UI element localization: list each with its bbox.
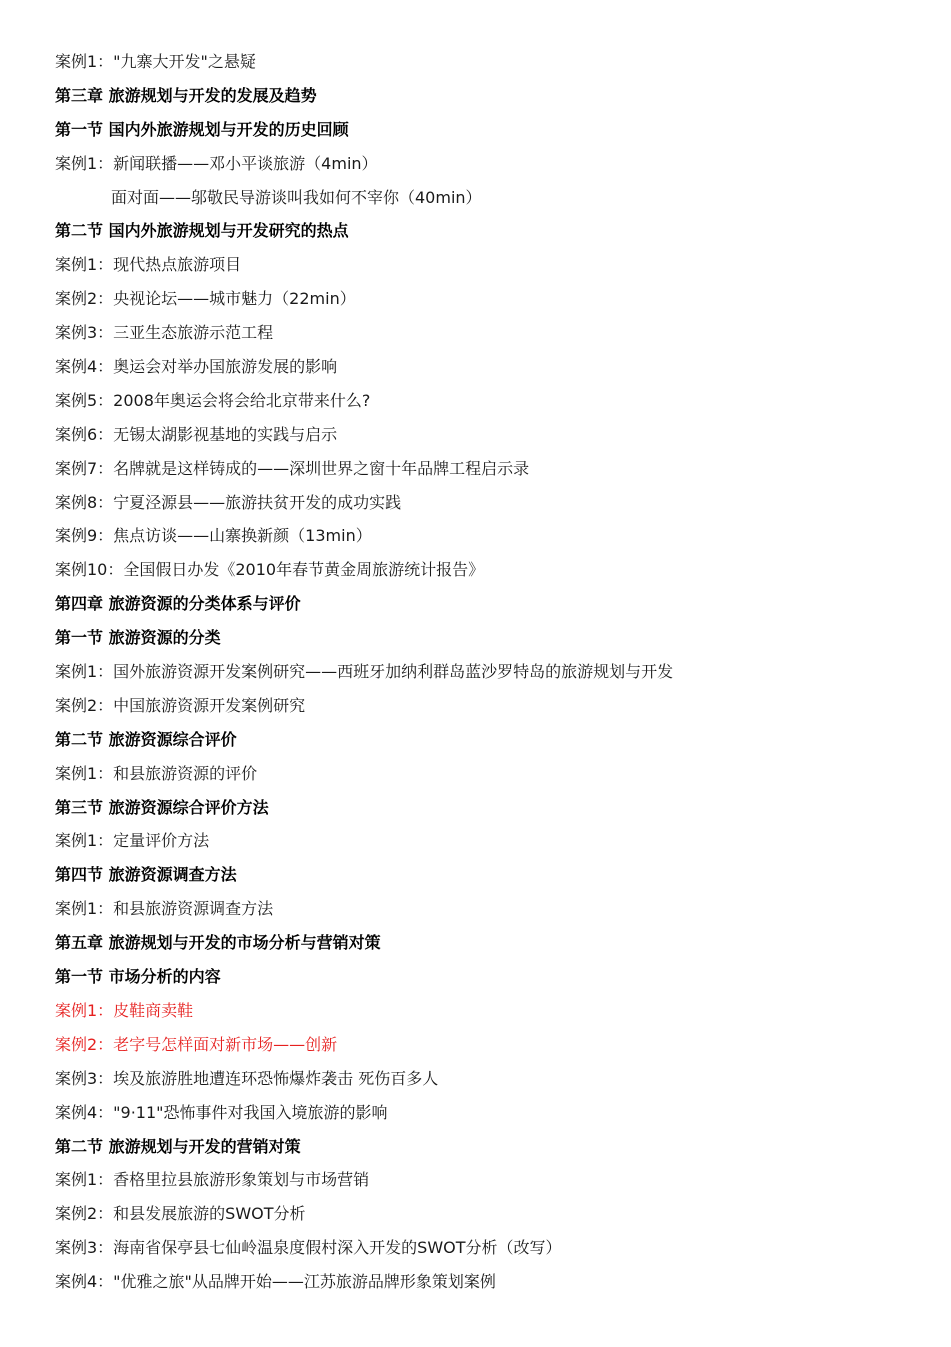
case-line: 案例3：埃及旅游胜地遭连环恐怖爆炸袭击 死伤百多人 (55, 1068, 439, 1088)
chapter-heading: 第三章 旅游规划与开发的发展及趋势 (55, 85, 317, 105)
case-line: 案例3：海南省保亭县七仙岭温泉度假村深入开发的SWOT分析（改写） (55, 1238, 562, 1258)
case-line: 案例9：焦点访谈——山寨换新颜（13min） (55, 526, 372, 546)
case-line: 案例4："9·11"恐怖事件对我国入境旅游的影响 (55, 1102, 388, 1122)
section-heading: 第四节 旅游资源调查方法 (55, 865, 237, 885)
case-line: 案例2：和县发展旅游的SWOT分析 (55, 1204, 306, 1224)
case-line: 案例1："九寨大开发"之悬疑 (55, 52, 256, 71)
section-heading: 第三节 旅游资源综合评价方法 (55, 797, 269, 817)
case-line: 案例5：2008年奥运会将会给北京带来什么? (55, 390, 371, 410)
case-line: 案例1：定量评价方法 (55, 831, 210, 851)
case-line: 案例7：名牌就是这样铸成的——深圳世界之窗十年品牌工程启示录 (55, 458, 530, 478)
case-line: 案例6：无锡太湖影视基地的实践与启示 (55, 424, 338, 444)
case-line: 案例1：和县旅游资源调查方法 (55, 899, 274, 919)
case-line: 案例10：全国假日办发《2010年春节黄金周旅游统计报告》 (55, 560, 485, 580)
case-subline: 面对面——邬敬民导游谈叫我如何不宰你（40min） (111, 187, 482, 207)
case-line-highlighted: 案例1：皮鞋商卖鞋 (55, 1000, 194, 1020)
case-line: 案例2：中国旅游资源开发案例研究 (55, 695, 306, 715)
section-heading: 第二节 国内外旅游规划与开发研究的热点 (55, 221, 349, 241)
section-heading: 第二节 旅游资源综合评价 (55, 729, 237, 749)
case-line: 案例1：新闻联播——邓小平谈旅游（4min） (55, 153, 378, 173)
section-heading: 第一节 市场分析的内容 (55, 967, 221, 987)
chapter-heading: 第五章 旅游规划与开发的市场分析与营销对策 (55, 933, 381, 953)
case-line: 案例8：宁夏泾源县——旅游扶贫开发的成功实践 (55, 492, 402, 512)
case-line: 案例1：和县旅游资源的评价 (55, 763, 258, 783)
case-line: 案例1：国外旅游资源开发案例研究——西班牙加纳利群岛蓝沙罗特岛的旅游规划与开发 (55, 662, 674, 682)
section-heading: 第一节 旅游资源的分类 (55, 628, 221, 648)
case-line: 案例4："优雅之旅"从品牌开始——江苏旅游品牌形象策划案例 (55, 1272, 496, 1292)
case-line-highlighted: 案例2：老字号怎样面对新市场——创新 (55, 1034, 338, 1054)
case-line: 案例1：香格里拉县旅游形象策划与市场营销 (55, 1170, 370, 1190)
case-line: 案例4：奥运会对举办国旅游发展的影响 (55, 357, 338, 377)
case-line: 案例3：三亚生态旅游示范工程 (55, 323, 274, 343)
case-line: 案例2：央视论坛——城市魅力（22min） (55, 289, 356, 309)
case-line: 案例1：现代热点旅游项目 (55, 255, 242, 275)
section-heading: 第一节 国内外旅游规划与开发的历史回顾 (55, 119, 349, 139)
document-body (55, 49, 941, 1303)
section-heading: 第二节 旅游规划与开发的营销对策 (55, 1136, 301, 1156)
chapter-heading: 第四章 旅游资源的分类体系与评价 (55, 594, 301, 614)
